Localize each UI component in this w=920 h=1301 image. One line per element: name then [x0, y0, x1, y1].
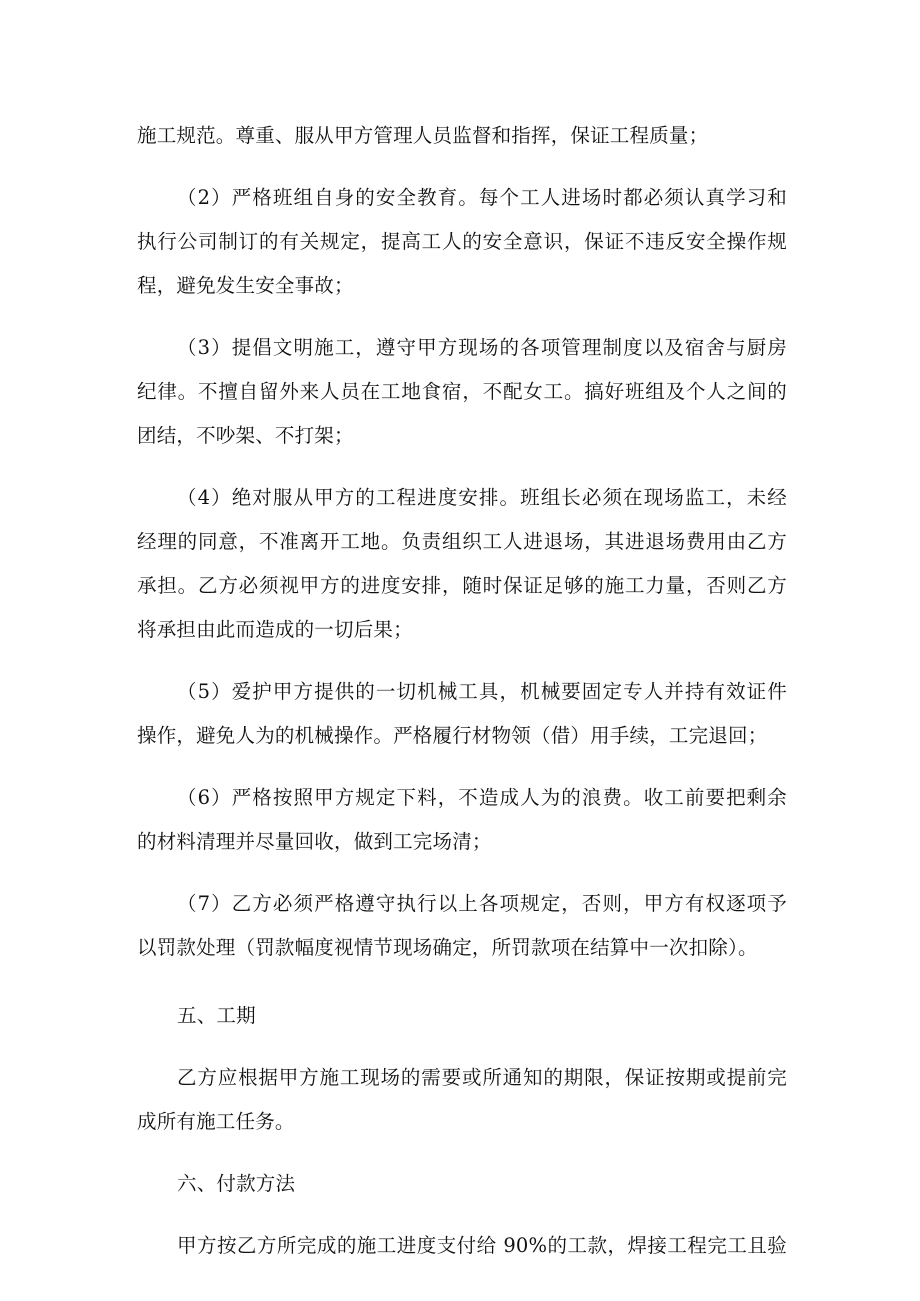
document-body	[137, 114, 787, 1268]
text-line: （3）提倡文明施工，遵守甲方现场的各项管理制度以及宿舍与厨房	[177, 336, 787, 359]
text-line: （7）乙方必须严格遵守执行以上各项规定，否则，甲方有权逐项予	[177, 892, 787, 915]
text-line: （5）爱护甲方提供的一切机械工具，机械要固定专人并持有效证件	[177, 680, 787, 703]
section-heading: 五、工期	[177, 1004, 256, 1027]
paragraph-item-4	[137, 476, 787, 652]
section-heading: 六、付款方法	[177, 1172, 296, 1195]
text-line: 乙方应根据甲方施工现场的需要或所通知的期限，保证按期或提前完	[177, 1066, 787, 1089]
section-heading-payment	[137, 1162, 787, 1206]
text-line: 的材料清理并尽量回收，做到工完场清；	[137, 830, 492, 853]
text-line: 经理的同意，不准离开工地。负责组织工人进退场，其进退场费用由乙方	[137, 530, 787, 553]
paragraph-item-7	[137, 882, 787, 970]
paragraph-schedule	[137, 1056, 787, 1144]
text-line: （6）严格按照甲方规定下料，不造成人为的浪费。收工前要把剩余	[177, 786, 787, 809]
text-line: 以罚款处理（罚款幅度视情节现场确定，所罚款项在结算中一次扣除）。	[137, 936, 758, 959]
text-line: 操作，避免人为的机械操作。严格履行材物领（借）用手续，工完退回；	[137, 724, 768, 747]
text-line: 成所有施工任务。	[137, 1110, 295, 1133]
text-line: 承担。乙方必须视甲方的进度安排，随时保证足够的施工力量，否则乙方	[137, 574, 787, 597]
section-heading-schedule	[137, 994, 787, 1038]
text-line: 甲方按乙方所完成的施工进度支付给 90%的工款，焊接工程完工且验	[177, 1234, 787, 1257]
text-line: （2）严格班组自身的安全教育。每个工人进场时都必须认真学习和	[177, 186, 787, 209]
text-line: 程，避免发生安全事故；	[137, 274, 354, 297]
paragraph-item-6	[137, 776, 787, 864]
paragraph-item-3	[137, 326, 787, 458]
paragraph-item-2	[137, 176, 787, 308]
text-line: 团结，不吵架、不打架；	[137, 424, 354, 447]
text-line: 施工规范。尊重、服从甲方管理人员监督和指挥，保证工程质量；	[137, 124, 709, 147]
paragraph-continuation	[137, 114, 787, 158]
text-line: 纪律。不擅自留外来人员在工地食宿，不配女工。搞好班组及个人之间的	[137, 380, 787, 403]
paragraph-payment	[137, 1224, 787, 1268]
text-line: （4）绝对服从甲方的工程进度安排。班组长必须在现场监工，未经	[177, 486, 787, 509]
text-line: 执行公司制订的有关规定，提高工人的安全意识，保证不违反安全操作规	[137, 230, 787, 253]
paragraph-item-5	[137, 670, 787, 758]
text-line: 将承担由此而造成的一切后果；	[137, 618, 413, 641]
